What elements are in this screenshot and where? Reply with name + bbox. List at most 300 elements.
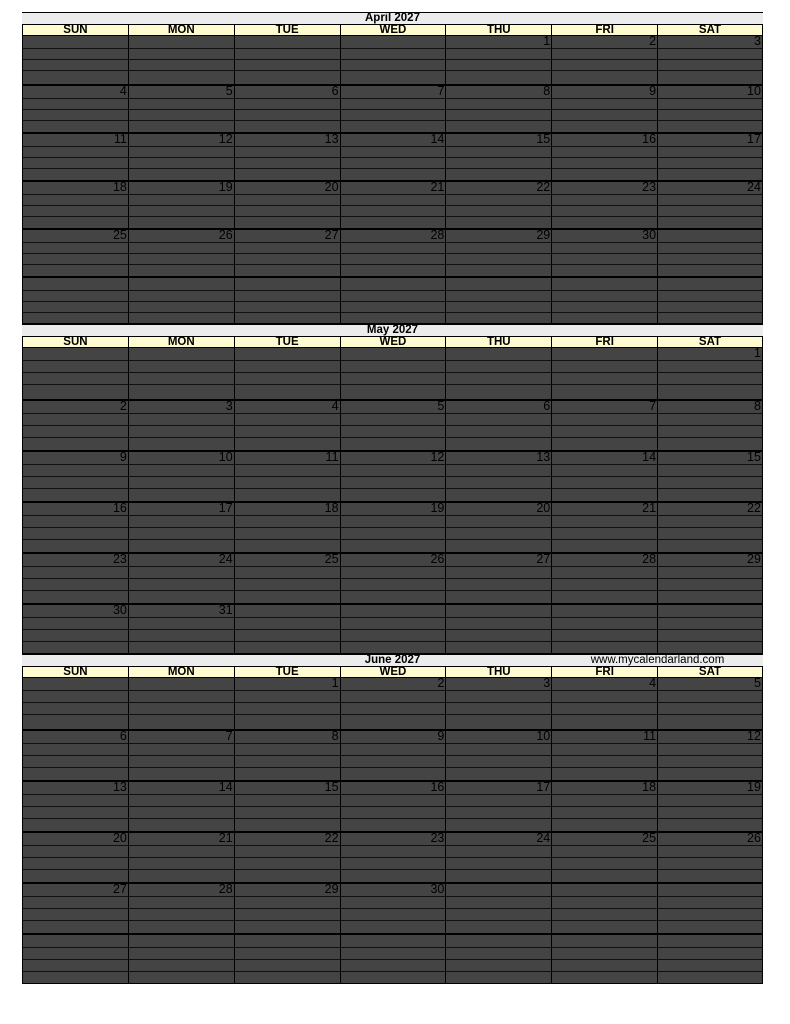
writing-line	[446, 743, 551, 744]
weekday-header: SAT	[657, 667, 763, 677]
day-cell[interactable]	[657, 182, 763, 228]
day-cell[interactable]	[22, 278, 128, 323]
writing-line	[446, 959, 551, 960]
day-cell[interactable]	[657, 935, 763, 983]
day-cell[interactable]	[445, 503, 551, 552]
writing-line	[658, 896, 762, 897]
writing-line	[552, 59, 657, 60]
writing-line	[129, 690, 234, 691]
writing-line	[129, 360, 234, 361]
day-number: 23	[430, 831, 445, 845]
writing-line	[341, 590, 446, 591]
day-cell[interactable]	[234, 230, 340, 276]
day-number: 16	[112, 501, 127, 515]
day-number: 3	[225, 399, 233, 413]
writing-line	[129, 818, 234, 819]
writing-line	[235, 301, 340, 302]
writing-line	[129, 120, 234, 121]
day-cell[interactable]	[445, 86, 551, 132]
writing-line	[341, 641, 446, 642]
writing-line	[552, 578, 657, 579]
writing-line	[235, 959, 340, 960]
day-cell[interactable]	[445, 182, 551, 228]
writing-line	[658, 476, 762, 477]
writing-line	[552, 755, 657, 756]
day-cell[interactable]	[657, 401, 763, 450]
writing-line	[129, 464, 234, 465]
writing-line	[341, 920, 446, 921]
writing-line	[658, 641, 762, 642]
day-cell[interactable]	[234, 36, 340, 84]
day-cell[interactable]	[445, 278, 551, 323]
day-cell[interactable]	[234, 134, 340, 180]
writing-line	[23, 360, 128, 361]
writing-line	[658, 527, 762, 528]
day-cell[interactable]	[128, 401, 234, 450]
day-cell[interactable]	[128, 833, 234, 882]
day-cell[interactable]	[445, 884, 551, 933]
writing-line	[235, 578, 340, 579]
day-cell[interactable]	[551, 731, 657, 780]
day-cell[interactable]	[445, 36, 551, 84]
week-row	[22, 84, 763, 132]
week-row	[22, 678, 763, 729]
writing-line	[552, 437, 657, 438]
writing-line	[23, 818, 128, 819]
writing-line	[23, 590, 128, 591]
day-number: 5	[437, 399, 445, 413]
day-cell[interactable]	[234, 678, 340, 729]
writing-line	[341, 413, 446, 414]
writing-line	[446, 242, 551, 243]
day-cell[interactable]	[551, 86, 657, 132]
writing-line	[446, 641, 551, 642]
day-cell[interactable]	[340, 452, 446, 501]
day-cell[interactable]	[445, 230, 551, 276]
day-cell[interactable]	[128, 86, 234, 132]
day-cell[interactable]	[551, 935, 657, 983]
writing-line	[658, 59, 762, 60]
day-cell[interactable]	[340, 731, 446, 780]
writing-line	[446, 896, 551, 897]
day-cell[interactable]	[657, 348, 763, 399]
writing-line	[341, 806, 446, 807]
writing-line	[658, 384, 762, 385]
writing-line	[446, 168, 551, 169]
writing-line	[658, 205, 762, 206]
day-cell[interactable]	[234, 884, 340, 933]
day-cell[interactable]	[234, 503, 340, 552]
day-cell[interactable]	[22, 884, 128, 933]
day-cell[interactable]	[340, 182, 446, 228]
writing-line	[552, 70, 657, 71]
day-cell[interactable]	[657, 278, 763, 323]
day-number: 18	[324, 501, 339, 515]
weekday-header: SUN	[22, 25, 128, 35]
writing-line	[129, 290, 234, 291]
day-number: 12	[430, 450, 445, 464]
writing-line	[129, 312, 234, 313]
weekday-header: WED	[340, 337, 446, 347]
day-cell[interactable]	[128, 678, 234, 729]
day-cell[interactable]	[657, 503, 763, 552]
writing-line	[23, 743, 128, 744]
week-row	[22, 399, 763, 450]
day-cell[interactable]	[340, 86, 446, 132]
day-cell[interactable]	[22, 503, 128, 552]
day-cell[interactable]	[657, 230, 763, 276]
day-number: 17	[747, 132, 761, 146]
day-cell[interactable]	[445, 731, 551, 780]
writing-line	[446, 908, 551, 909]
day-cell[interactable]	[22, 731, 128, 780]
weekday-header: MON	[128, 667, 234, 677]
week-row	[22, 180, 763, 228]
day-cell[interactable]	[128, 935, 234, 983]
day-cell[interactable]	[551, 884, 657, 933]
day-cell[interactable]	[234, 935, 340, 983]
writing-line	[446, 384, 551, 385]
writing-line	[23, 264, 128, 265]
day-number: 2	[437, 676, 445, 690]
day-cell[interactable]	[128, 605, 234, 653]
day-cell[interactable]	[22, 134, 128, 180]
writing-line	[552, 714, 657, 715]
day-number: 9	[119, 450, 127, 464]
day-cell[interactable]	[234, 348, 340, 399]
writing-line	[23, 539, 128, 540]
day-cell[interactable]	[340, 884, 446, 933]
day-cell[interactable]	[22, 782, 128, 831]
day-cell[interactable]	[128, 884, 234, 933]
day-cell[interactable]	[551, 182, 657, 228]
day-number: 24	[747, 180, 761, 194]
writing-line	[552, 48, 657, 49]
writing-line	[446, 629, 551, 630]
writing-line	[552, 242, 657, 243]
writing-line	[658, 146, 762, 147]
writing-line	[552, 947, 657, 948]
writing-line	[658, 959, 762, 960]
day-cell[interactable]	[340, 833, 446, 882]
writing-line	[129, 264, 234, 265]
day-cell[interactable]	[22, 182, 128, 228]
writing-line	[341, 157, 446, 158]
day-number: 26	[218, 228, 233, 242]
weekday-header: TUE	[234, 667, 340, 677]
day-number: 6	[331, 84, 339, 98]
writing-line	[446, 714, 551, 715]
writing-line	[446, 98, 551, 99]
day-cell[interactable]	[340, 605, 446, 653]
day-cell[interactable]	[445, 134, 551, 180]
writing-line	[446, 702, 551, 703]
writing-line	[446, 290, 551, 291]
day-cell[interactable]	[551, 452, 657, 501]
day-cell[interactable]	[22, 554, 128, 603]
day-cell[interactable]	[22, 230, 128, 276]
day-cell[interactable]	[340, 782, 446, 831]
writing-line	[446, 157, 551, 158]
day-cell[interactable]	[340, 278, 446, 323]
writing-line	[235, 48, 340, 49]
day-number: 10	[747, 84, 761, 98]
month-block	[22, 324, 763, 654]
day-cell[interactable]	[234, 605, 340, 653]
day-cell[interactable]	[445, 935, 551, 983]
day-cell[interactable]	[657, 134, 763, 180]
day-cell[interactable]	[551, 230, 657, 276]
day-cell[interactable]	[551, 554, 657, 603]
day-cell[interactable]	[128, 348, 234, 399]
weekday-header: WED	[340, 25, 446, 35]
day-cell[interactable]	[657, 86, 763, 132]
day-number: 20	[536, 501, 551, 515]
day-cell[interactable]	[128, 182, 234, 228]
day-cell[interactable]	[22, 348, 128, 399]
day-number: 22	[747, 501, 761, 515]
week-row	[22, 228, 763, 276]
day-cell[interactable]	[128, 782, 234, 831]
day-cell[interactable]	[340, 678, 446, 729]
writing-line	[552, 896, 657, 897]
day-number: 1	[543, 34, 551, 48]
day-cell[interactable]	[22, 36, 128, 84]
day-cell[interactable]	[340, 230, 446, 276]
day-cell[interactable]	[128, 230, 234, 276]
writing-line	[446, 312, 551, 313]
month-title-bar	[22, 12, 763, 24]
day-number: 19	[430, 501, 445, 515]
writing-line	[446, 48, 551, 49]
writing-line	[658, 845, 762, 846]
day-cell[interactable]	[657, 452, 763, 501]
writing-line	[23, 794, 128, 795]
day-cell[interactable]	[657, 36, 763, 84]
day-cell[interactable]	[128, 134, 234, 180]
writing-line	[235, 437, 340, 438]
day-cell[interactable]	[128, 554, 234, 603]
day-cell[interactable]	[234, 554, 340, 603]
day-cell[interactable]	[551, 36, 657, 84]
week-row	[22, 603, 763, 654]
writing-line	[341, 194, 446, 195]
writing-line	[129, 168, 234, 169]
day-cell[interactable]	[340, 134, 446, 180]
writing-line	[235, 253, 340, 254]
writing-line	[129, 714, 234, 715]
day-cell[interactable]	[445, 554, 551, 603]
day-cell[interactable]	[234, 86, 340, 132]
writing-line	[235, 425, 340, 426]
day-cell[interactable]	[128, 278, 234, 323]
day-number: 11	[325, 450, 339, 464]
day-cell[interactable]	[657, 782, 763, 831]
week-row	[22, 882, 763, 933]
day-cell[interactable]	[445, 605, 551, 653]
writing-line	[658, 98, 762, 99]
writing-line	[446, 488, 551, 489]
writing-line	[552, 264, 657, 265]
day-cell[interactable]	[445, 833, 551, 882]
day-number: 18	[112, 180, 127, 194]
writing-line	[552, 767, 657, 768]
day-cell[interactable]	[22, 452, 128, 501]
day-number: 8	[753, 399, 761, 413]
writing-line	[341, 629, 446, 630]
day-number: 13	[324, 132, 339, 146]
day-cell[interactable]	[234, 452, 340, 501]
writing-line	[446, 767, 551, 768]
day-cell[interactable]	[445, 348, 551, 399]
writing-line	[235, 464, 340, 465]
writing-line	[658, 539, 762, 540]
day-number: 25	[112, 228, 127, 242]
writing-line	[129, 59, 234, 60]
day-number: 7	[649, 399, 657, 413]
writing-line	[658, 301, 762, 302]
day-number: 3	[543, 676, 551, 690]
writing-line	[129, 216, 234, 217]
day-cell[interactable]	[128, 503, 234, 552]
day-cell[interactable]	[340, 503, 446, 552]
writing-line	[129, 476, 234, 477]
writing-line	[552, 413, 657, 414]
writing-line	[658, 971, 762, 972]
day-cell[interactable]	[340, 554, 446, 603]
writing-line	[341, 690, 446, 691]
writing-line	[23, 312, 128, 313]
writing-line	[341, 464, 446, 465]
day-cell[interactable]	[340, 348, 446, 399]
writing-line	[129, 242, 234, 243]
day-cell[interactable]	[234, 278, 340, 323]
week-row	[22, 348, 763, 399]
day-cell[interactable]	[445, 678, 551, 729]
day-cell[interactable]	[657, 554, 763, 603]
weekday-header: FRI	[551, 337, 657, 347]
day-cell[interactable]	[340, 935, 446, 983]
day-cell[interactable]	[551, 503, 657, 552]
day-cell[interactable]	[234, 782, 340, 831]
day-number: 28	[430, 228, 445, 242]
day-cell[interactable]	[657, 678, 763, 729]
writing-line	[235, 641, 340, 642]
writing-line	[235, 896, 340, 897]
writing-line	[341, 146, 446, 147]
day-cell[interactable]	[551, 401, 657, 450]
writing-line	[341, 476, 446, 477]
day-cell[interactable]	[551, 134, 657, 180]
writing-line	[129, 539, 234, 540]
writing-line	[658, 869, 762, 870]
day-cell[interactable]	[551, 678, 657, 729]
day-cell[interactable]	[340, 401, 446, 450]
day-cell[interactable]	[340, 36, 446, 84]
day-number: 16	[430, 780, 445, 794]
writing-line	[129, 869, 234, 870]
writing-line	[446, 464, 551, 465]
writing-line	[235, 743, 340, 744]
day-cell[interactable]	[551, 782, 657, 831]
writing-line	[341, 515, 446, 516]
day-number: 15	[747, 450, 761, 464]
writing-line	[129, 515, 234, 516]
writing-line	[446, 425, 551, 426]
day-number: 3	[753, 34, 761, 48]
writing-line	[129, 920, 234, 921]
writing-line	[235, 971, 340, 972]
writing-line	[341, 253, 446, 254]
writing-line	[552, 253, 657, 254]
day-cell[interactable]	[551, 278, 657, 323]
writing-line	[129, 98, 234, 99]
day-cell[interactable]	[22, 86, 128, 132]
writing-line	[658, 629, 762, 630]
day-number: 14	[218, 780, 233, 794]
day-cell[interactable]	[128, 452, 234, 501]
day-number: 1	[753, 346, 761, 360]
writing-line	[552, 920, 657, 921]
writing-line	[23, 290, 128, 291]
writing-line	[129, 767, 234, 768]
writing-line	[446, 216, 551, 217]
day-cell[interactable]	[22, 935, 128, 983]
day-cell[interactable]	[551, 348, 657, 399]
day-cell[interactable]	[657, 884, 763, 933]
writing-line	[235, 109, 340, 110]
writing-line	[129, 845, 234, 846]
writing-line	[552, 959, 657, 960]
day-cell[interactable]	[22, 605, 128, 653]
day-cell[interactable]	[657, 731, 763, 780]
month-title: June 2027	[364, 654, 421, 666]
writing-line	[446, 794, 551, 795]
day-cell[interactable]	[128, 731, 234, 780]
day-cell[interactable]	[551, 605, 657, 653]
writing-line	[129, 70, 234, 71]
day-cell[interactable]	[445, 452, 551, 501]
day-cell[interactable]	[22, 401, 128, 450]
day-cell[interactable]	[22, 833, 128, 882]
writing-line	[23, 806, 128, 807]
day-number: 29	[536, 228, 551, 242]
day-cell[interactable]	[234, 401, 340, 450]
day-cell[interactable]	[445, 782, 551, 831]
writing-line	[235, 629, 340, 630]
day-cell[interactable]	[234, 182, 340, 228]
day-cell[interactable]	[445, 401, 551, 450]
day-cell[interactable]	[234, 731, 340, 780]
day-cell[interactable]	[22, 678, 128, 729]
day-cell[interactable]	[551, 833, 657, 882]
writing-line	[341, 205, 446, 206]
writing-line	[341, 70, 446, 71]
day-cell[interactable]	[128, 36, 234, 84]
writing-line	[446, 857, 551, 858]
writing-line	[23, 425, 128, 426]
day-cell[interactable]	[234, 833, 340, 882]
writing-line	[23, 98, 128, 99]
day-cell[interactable]	[657, 605, 763, 653]
day-cell[interactable]	[657, 833, 763, 882]
calendar-sheet	[22, 12, 763, 984]
writing-line	[235, 857, 340, 858]
day-number: 28	[218, 882, 233, 896]
writing-line	[129, 413, 234, 414]
day-number: 23	[642, 180, 657, 194]
day-number: 23	[112, 552, 127, 566]
